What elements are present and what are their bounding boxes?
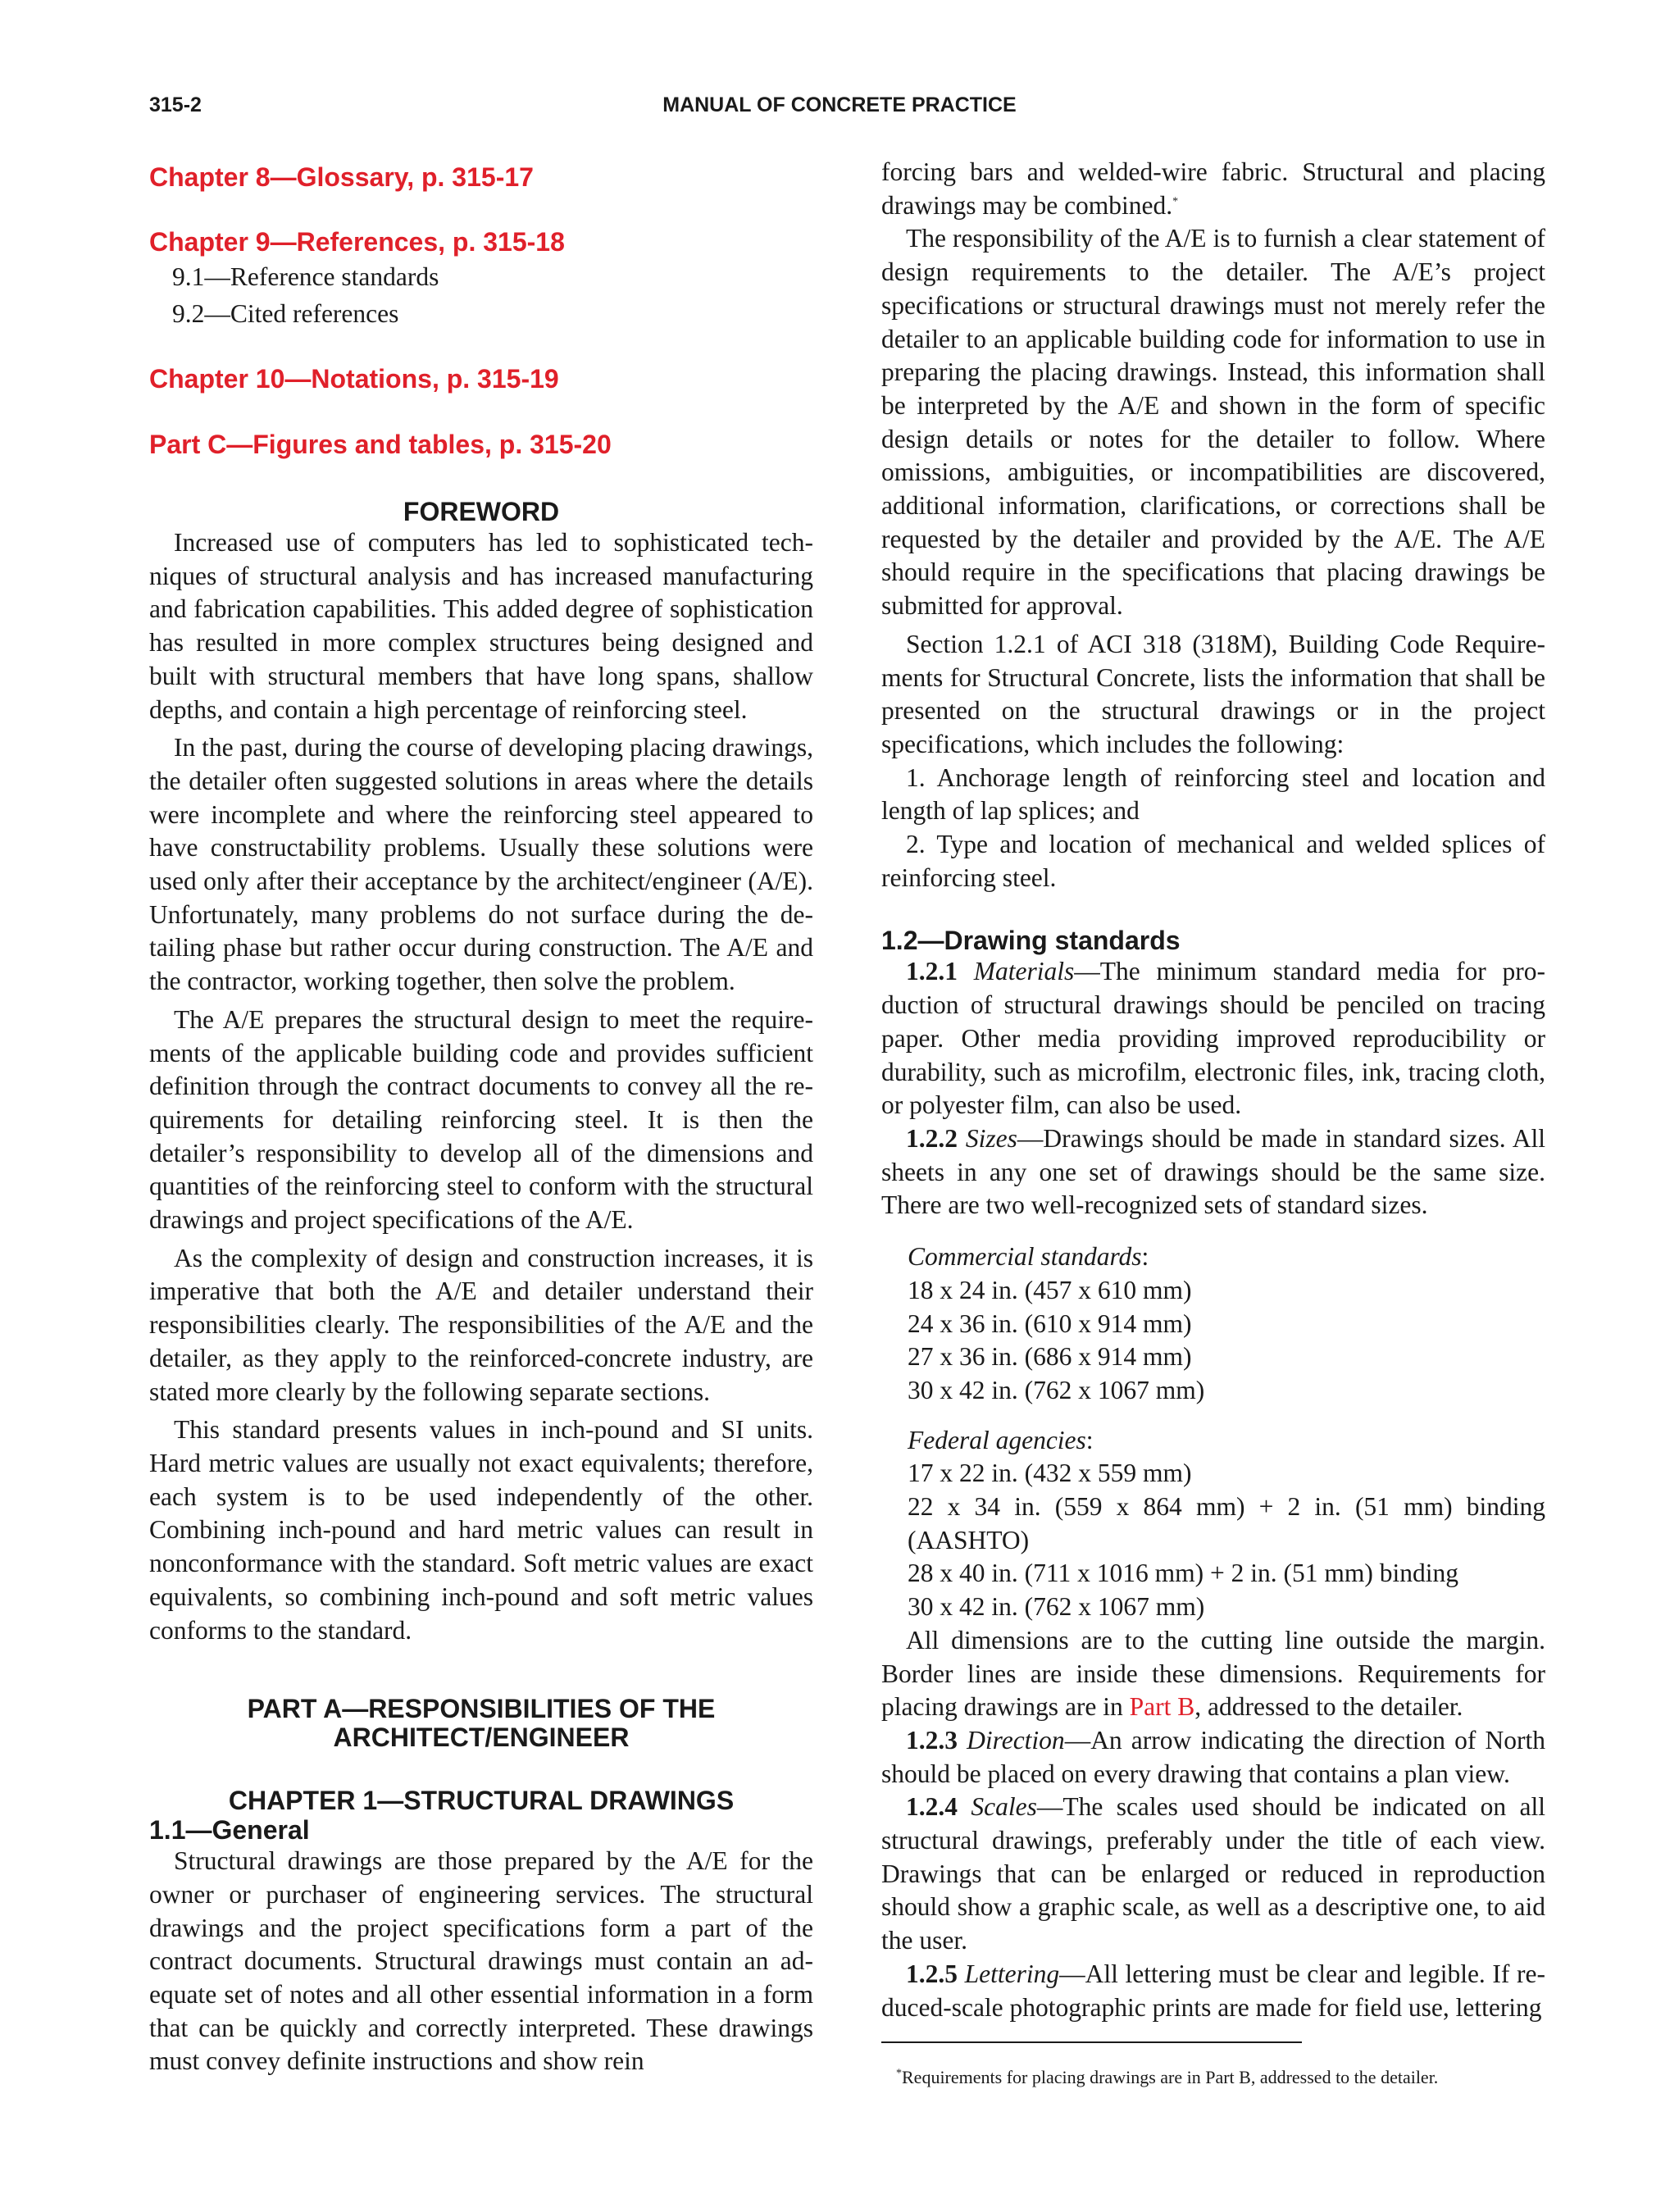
section-1-2-2: 1.2.2 Sizes—Drawings should be made in standard sizes. All sheets in any one set of drawings should be the same size. There are two well-recognized sets of standard sizes. xyxy=(881,1123,1545,1220)
toc-item-9-1: 9.1—Reference standards xyxy=(172,262,439,291)
federal-size-4: 30 x 42 in. (762 x 1067 mm) xyxy=(908,1592,1205,1622)
commercial-size-2: 24 x 36 in. (610 x 914 mm) xyxy=(908,1309,1192,1338)
foreword-paragraph-2: In the past, during the course of developing placing drawings, the detailer often suggested solutions in areas where the details were incomplete and where the reinforcing steel appeared to have constructability problems. Usually these solutions were used only after their acceptance by the architect/engineer (A/E). Unfortunately, many problems do not surface during the detailing phase but rather occur during construction. The A/E and the contractor, working together, then solve the problem. xyxy=(149,733,813,996)
list-item-1: 1. Anchorage length of reinforcing steel and location and length of lap splices; and xyxy=(881,762,1545,826)
running-title: MANUAL OF CONCRETE PRACTICE xyxy=(662,93,1017,116)
section-1-2-1: 1.2.1 Materials—The minimum standard media for production of structural drawings should be penciled on tracing paper. Other media providing improved reproducibility or durability, such as microfilm, electronic files, ink, tracing cloth, or polyester film, can also be used. xyxy=(881,957,1546,1120)
foreword-paragraph-4: As the complexity of design and construction increases, it is imperative that both the A/E and detailer understand their responsibilities clearly. The responsibilities of the A/E and the detailer, as they apply to the reinforced-concrete industry, are stated more clearly by the following separate sections. xyxy=(149,1243,813,1406)
section-1-1-paragraph-1: Structural drawings are those prepared by the A/E for the owner or purchaser of engineering services. The structural drawings and the project specifications form a part of the contract documents. Structural drawings must contain an adequate set of notes and all other essential information in a form that can be quickly and correctly interpreted. These drawings must convey definite instructions and show rein xyxy=(149,1846,813,2076)
part-b-link[interactable]: Part B xyxy=(1129,1692,1195,1722)
federal-size-3: 28 x 40 in. (711 x 1016 mm) + 2 in. (51 mm) binding xyxy=(908,1559,1458,1588)
toc-chapter-8[interactable]: Chapter 8—Glossary, p. 315-17 xyxy=(149,162,534,192)
foreword-paragraph-1: Increased use of computers has led to sophisticated techniques of structural analysis and has increased manufacturing and fabrication capabilities. This added degree of sophistication has resulted in more complex structures being designed and built with structural members that have long spans, shallow depths, and contain a high percentage of reinforcing steel. xyxy=(149,528,813,724)
footnote-divider xyxy=(881,2041,1302,2043)
section-1-1-paragraph-2: The responsibility of the A/E is to furnish a clear statement of design requirements to the detailer. The A/E’s project specifications or structural drawings must not merely refer the detailer to an applicable building code for information to use in preparing the placing drawings. Instead, this information shall be interpreted by the A/E and shown in the form of specific design details or notes for the detailer to follow. Where omissions, ambiguities, or incompatibilities are discovered, additional information, clarifications, or corrections shall be requested by the detailer and provided by the A/E. The A/E should require in the specifications that placing drawings be submitted for approval. xyxy=(881,224,1545,621)
federal-size-2: 22 x 34 in. (559 x 864 mm) + 2 in. (51 mm) binding (AASHTO) xyxy=(908,1492,1545,1554)
section-1-1-title: 1.1—General xyxy=(149,1815,310,1846)
foreword-title: FOREWORD xyxy=(403,497,560,526)
toc-item-9-2: 9.2—Cited references xyxy=(172,299,399,328)
foreword-paragraph-5: This standard presents values in inch-pound and SI units. Hard metric values are usually not exact equivalents; therefore, each system is to be used independently of the other. Combining inch-pound and hard metric values can result in nonconformance with the standard. Soft metric values are exact equivalents, so combining inch-pound and soft metric values conforms to the standard. xyxy=(149,1415,813,1645)
section-1-2-3: 1.2.3 Direction—An arrow indicating the direction of North should be placed on every drawing that contains a plan view. xyxy=(881,1725,1545,1788)
federal-size-1: 17 x 22 in. (432 x 559 mm) xyxy=(908,1459,1192,1488)
chapter-1-title: CHAPTER 1—STRUCTURAL DRAWINGS xyxy=(228,1786,735,1816)
commercial-standards-list xyxy=(908,1240,1545,1408)
left-column xyxy=(149,156,813,2078)
commercial-standards-label: Commercial standards: xyxy=(908,1242,1149,1272)
footnote xyxy=(896,2067,1438,2088)
commercial-size-1: 18 x 24 in. (457 x 610 mm) xyxy=(908,1275,1192,1304)
footnote-mark: * xyxy=(896,2067,902,2080)
commercial-size-3: 27 x 36 in. (686 x 914 mm) xyxy=(908,1342,1192,1372)
toc-part-c[interactable]: Part C—Figures and tables, p. 315-20 xyxy=(149,430,612,459)
section-1-1-paragraph-3: Section 1.2.1 of ACI 318 (318M), Building Code Requirements for Structural Concrete, lists the information that shall be presented on the structural drawings or in the project specifications, which includes the following: xyxy=(881,629,1545,758)
list-item-2: 2. Type and location of mechanical and welded splices of reinforcing steel. xyxy=(881,830,1545,892)
federal-agencies-label: Federal agencies: xyxy=(908,1425,1094,1454)
toc-chapter-9[interactable]: Chapter 9—References, p. 315-18 xyxy=(149,227,565,257)
section-1-2-4: 1.2.4 Scales—The scales used should be indicated on all structural drawings, preferably under the title of each view. Drawings that can be enlarged or reduced in reproduction should show a graphic scale, as well as a descriptive one, to aid the user. xyxy=(881,1792,1546,1955)
section-1-1-paragraph-1-continued: forcing bars and welded-wire fabric. Structural and placing drawings may be combined.* xyxy=(881,157,1545,220)
part-a-title-line-2: ARCHITECT/ENGINEER xyxy=(333,1723,630,1753)
footnote-reference[interactable]: * xyxy=(1172,195,1179,208)
section-1-2-title: 1.2—Drawing standards xyxy=(881,926,1181,956)
dimensions-paragraph: All dimensions are to the cutting line outside the margin. Border lines are inside these dimensions. Requirements for placing drawings are in Part B, addressed to the detailer. xyxy=(881,1625,1545,1722)
toc-chapter-10[interactable]: Chapter 10—Notations, p. 315-19 xyxy=(149,364,559,394)
foreword-paragraph-3: The A/E prepares the structural design to meet the requirements of the applicable building code and provides sufficient definition through the contract documents to convey all the requirements for detailing reinforcing steel. It is then the detailer’s responsibility to develop all of the dimensions and quantities of the reinforcing steel to conform with the structural drawings and project specifications of the A/E. xyxy=(149,1004,813,1235)
federal-agencies-list xyxy=(908,1424,1545,1624)
commercial-size-4: 30 x 42 in. (762 x 1067 mm) xyxy=(908,1375,1205,1404)
section-1-2-5: 1.2.5 Lettering—All lettering must be clear and legible. If reduced-scale photographic prints are made for field use, lettering xyxy=(881,1959,1545,2022)
part-a-title-line-1: PART A—RESPONSIBILITIES OF THE xyxy=(247,1694,716,1724)
page-number: 315-2 xyxy=(149,93,202,116)
footnote-text: Requirements for placing drawings are in Part B, addressed to the detailer. xyxy=(902,2067,1439,2087)
right-column xyxy=(881,156,1545,2024)
